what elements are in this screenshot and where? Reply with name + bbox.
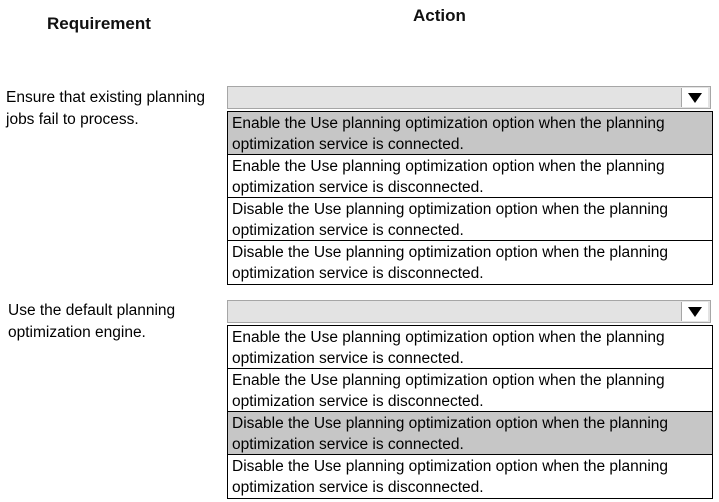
action-dropdown[interactable] [227, 300, 711, 323]
action-dropdown[interactable] [227, 86, 711, 109]
action-column-header: Action [413, 6, 466, 25]
dropdown-options-list [227, 111, 713, 285]
dropdown-toggle-button[interactable] [681, 88, 708, 107]
dropdown-option[interactable]: Disable the Use planning optimization option when the planning optimization service is connected. [228, 412, 712, 455]
dropdown-option[interactable]: Disable the Use planning optimization option when the planning optimization service is disconnected. [232, 458, 669, 496]
dropdown-option[interactable]: Disable the Use planning optimization option when the planning optimization service is disconnected. [232, 244, 669, 282]
dropdown-option[interactable]: Disable the Use planning optimization option when the planning optimization service is connected. [228, 198, 712, 241]
requirement-text: Ensure that existing planning jobs fail to process. [6, 89, 206, 128]
requirement-column-header: Requirement [47, 14, 151, 33]
dropdown-options-list [227, 325, 713, 499]
dropdown-option[interactable]: Enable the Use planning optimization option when the planning optimization service is disconnected. [228, 155, 712, 198]
requirement-text: Use the default planning optimization engine. [8, 302, 176, 341]
dropdown-toggle-button[interactable] [681, 302, 708, 321]
dropdown-option[interactable]: Enable the Use planning optimization option when the planning optimization service is connected. [228, 112, 712, 155]
triangle-down-icon [687, 92, 703, 104]
dropdown-option[interactable]: Enable the Use planning optimization option when the planning optimization service is connected. [228, 326, 712, 369]
dropdown-option[interactable]: Enable the Use planning optimization option when the planning optimization service is disconnected. [228, 369, 712, 412]
triangle-down-icon [687, 306, 703, 318]
